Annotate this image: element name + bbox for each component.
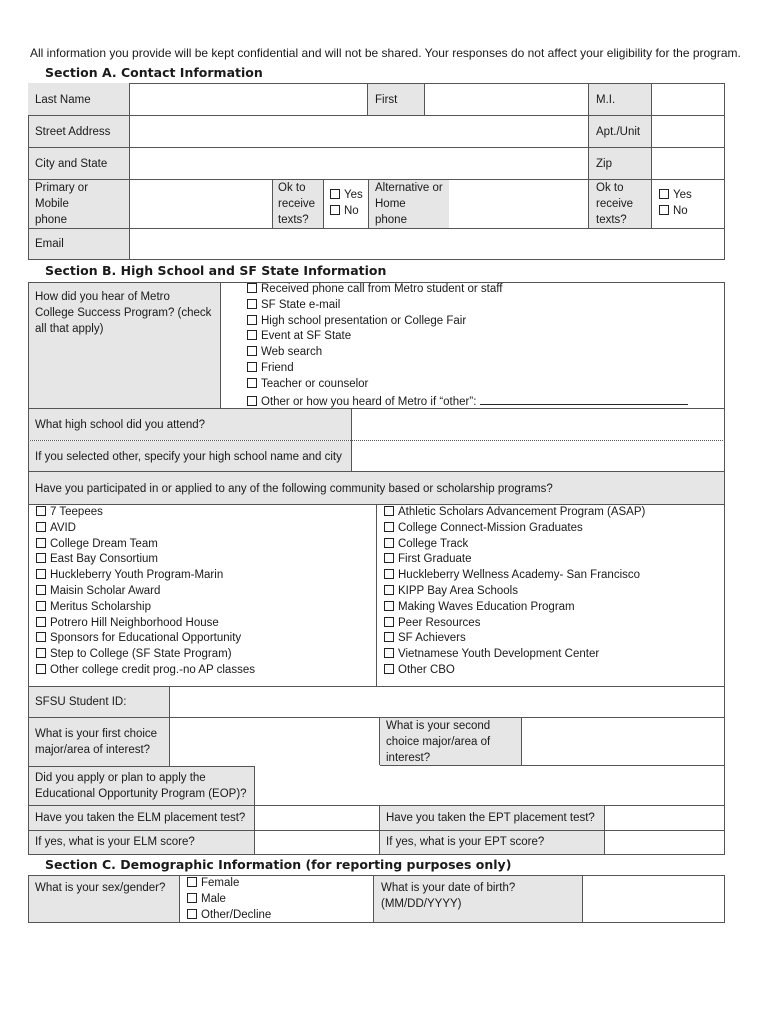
checkbox-icon xyxy=(36,601,46,611)
sex-option-male[interactable]: Male xyxy=(187,892,271,908)
mi-input[interactable] xyxy=(652,84,724,115)
sex-question: What is your sex/gender? xyxy=(35,882,166,894)
program-option[interactable]: Huckleberry Youth Program-Marin xyxy=(36,568,255,584)
program-option[interactable]: College Track xyxy=(384,537,645,553)
city-state-label: City and State xyxy=(35,158,108,170)
alt-phone-input[interactable] xyxy=(450,180,588,228)
hear-option-email[interactable]: SF State e-mail xyxy=(247,298,688,314)
other-hs-question: If you selected other, specify your high school name and city xyxy=(35,451,342,463)
other-line-input[interactable] xyxy=(480,393,688,405)
program-option[interactable]: Step to College (SF State Program) xyxy=(36,647,255,663)
hear-option-friend[interactable]: Friend xyxy=(247,361,688,377)
ept-taken-question: Have you taken the EPT placement test? xyxy=(386,812,595,824)
confidentiality-notice: All information you provide will be kept confidential and will not be shared. Your responses do not affect your eligibility for the program. xyxy=(30,46,741,60)
last-name-label: Last Name xyxy=(35,94,91,106)
city-state-input[interactable] xyxy=(130,148,588,179)
program-option[interactable]: Making Waves Education Program xyxy=(384,600,645,616)
checkbox-icon xyxy=(247,283,257,293)
program-option[interactable]: Other CBO xyxy=(384,663,645,679)
program-option[interactable]: Vietnamese Youth Development Center xyxy=(384,647,645,663)
primary-texts-yes[interactable]: Yes xyxy=(330,188,363,204)
sex-option-female[interactable]: Female xyxy=(187,876,271,892)
checkbox-icon xyxy=(36,522,46,532)
section-a-title: Section A. Contact Information xyxy=(45,65,263,80)
other-hs-input[interactable] xyxy=(352,441,724,471)
sfsu-id-label: SFSU Student ID: xyxy=(35,696,127,708)
program-option[interactable]: 7 Teepees xyxy=(36,505,255,521)
dob-question: What is your date of birth? (MM/DD/YYYY) xyxy=(381,882,516,910)
checkbox-icon xyxy=(659,189,669,199)
program-option[interactable]: AVID xyxy=(36,521,255,537)
hear-option-presentation[interactable]: High school presentation or College Fair xyxy=(247,314,688,330)
checkbox-icon xyxy=(247,330,257,340)
apt-label: Apt./Unit xyxy=(596,126,641,138)
sex-options xyxy=(187,876,271,923)
hear-question: How did you hear of Metro College Success Program? (check all that apply) xyxy=(35,291,212,335)
first-name-label: First xyxy=(375,94,398,106)
section-b-title: Section B. High School and SF State Information xyxy=(45,263,387,278)
checkbox-icon xyxy=(384,569,394,579)
primary-phone-input[interactable] xyxy=(130,180,272,228)
hear-option-web-search[interactable]: Web search xyxy=(247,345,688,361)
program-option[interactable]: SF Achievers xyxy=(384,631,645,647)
program-option[interactable]: College Connect-Mission Graduates xyxy=(384,521,645,537)
zip-label: Zip xyxy=(596,158,612,170)
elm-taken-question: Have you taken the ELM placement test? xyxy=(35,812,246,824)
hear-option-event[interactable]: Event at SF State xyxy=(247,329,688,345)
checkbox-icon xyxy=(36,632,46,642)
program-option[interactable]: Meritus Scholarship xyxy=(36,600,255,616)
ok-texts-label: Ok to receive texts? xyxy=(278,182,316,226)
program-option[interactable]: Athletic Scholars Advancement Program (ASAP) xyxy=(384,505,645,521)
apt-input[interactable] xyxy=(652,116,724,147)
program-option[interactable]: Potrero Hill Neighborhood House xyxy=(36,616,255,632)
checkbox-icon xyxy=(384,632,394,642)
first-major-input[interactable] xyxy=(170,718,378,766)
checkbox-icon xyxy=(36,553,46,563)
checkbox-icon xyxy=(36,506,46,516)
checkbox-icon xyxy=(659,205,669,215)
programs-right-list xyxy=(384,505,645,679)
elm-score-question: If yes, what is your ELM score? xyxy=(35,836,195,848)
high-school-input[interactable] xyxy=(352,409,724,440)
alt-ok-texts-label: Ok to receive texts? xyxy=(596,182,634,226)
checkbox-icon xyxy=(384,617,394,627)
checkbox-icon xyxy=(36,664,46,674)
program-option[interactable]: Sponsors for Educational Opportunity xyxy=(36,631,255,647)
eop-question: Did you apply or plan to apply the Educational Opportunity Program (EOP)? xyxy=(35,772,247,800)
ept-score-question: If yes, what is your EPT score? xyxy=(386,836,545,848)
alt-phone-label: Alternative or Home phone xyxy=(375,182,443,226)
last-name-input[interactable] xyxy=(130,84,367,115)
sfsu-id-input[interactable] xyxy=(170,687,724,717)
programs-question: Have you participated in or applied to any of the following community based or scholarship programs? xyxy=(35,483,553,495)
checkbox-icon xyxy=(36,617,46,627)
email-label: Email xyxy=(35,238,64,250)
primary-texts-options xyxy=(330,188,363,220)
checkbox-icon xyxy=(384,538,394,548)
checkbox-icon xyxy=(384,585,394,595)
program-option[interactable]: Peer Resources xyxy=(384,616,645,632)
program-option[interactable]: First Graduate xyxy=(384,552,645,568)
ept-taken-input[interactable] xyxy=(605,806,724,830)
checkbox-icon xyxy=(187,909,197,919)
email-input[interactable] xyxy=(130,229,724,259)
hear-option-phone-call[interactable]: Received phone call from Metro student or staff xyxy=(247,282,688,298)
first-major-question: What is your first choice major/area of interest? xyxy=(35,728,158,756)
street-address-label: Street Address xyxy=(35,126,111,138)
alt-texts-no[interactable]: No xyxy=(659,204,692,220)
checkbox-icon xyxy=(247,346,257,356)
mi-label: M.I. xyxy=(596,94,616,106)
program-option[interactable]: Huckleberry Wellness Academy- San Francisco xyxy=(384,568,645,584)
checkbox-icon xyxy=(384,506,394,516)
checkbox-icon xyxy=(384,553,394,563)
second-major-input[interactable] xyxy=(522,718,724,765)
checkbox-icon xyxy=(36,538,46,548)
program-option[interactable]: Maisin Scholar Award xyxy=(36,584,255,600)
checkbox-icon xyxy=(384,601,394,611)
alt-texts-options xyxy=(659,188,692,220)
checkbox-icon xyxy=(36,569,46,579)
elm-taken-input[interactable] xyxy=(255,806,379,830)
second-major-question: What is your second choice major/area of interest? xyxy=(386,720,491,764)
checkbox-icon xyxy=(330,189,340,199)
primary-texts-no[interactable]: No xyxy=(330,204,363,220)
checkbox-icon xyxy=(36,648,46,658)
checkbox-icon xyxy=(247,378,257,388)
checkbox-icon xyxy=(187,877,197,887)
checkbox-icon xyxy=(187,893,197,903)
elm-score-input[interactable] xyxy=(255,831,379,854)
checkbox-icon xyxy=(330,205,340,215)
program-option[interactable]: East Bay Consortium xyxy=(36,552,255,568)
sex-option-other[interactable]: Other/Decline xyxy=(187,908,271,924)
first-name-input[interactable] xyxy=(425,84,588,115)
programs-left-list xyxy=(36,505,255,679)
checkbox-icon xyxy=(247,299,257,309)
checkbox-icon xyxy=(247,362,257,372)
section-c-title: Section C. Demographic Information (for reporting purposes only) xyxy=(45,857,512,872)
program-option[interactable]: KIPP Bay Area Schools xyxy=(384,584,645,600)
zip-input[interactable] xyxy=(652,148,724,179)
checkbox-icon xyxy=(384,648,394,658)
checkbox-icon xyxy=(384,522,394,532)
high-school-question: What high school did you attend? xyxy=(35,419,206,431)
program-option[interactable]: Other college credit prog.-no AP classes xyxy=(36,663,255,679)
hear-option-teacher[interactable]: Teacher or counselor xyxy=(247,377,688,393)
dob-input[interactable] xyxy=(583,876,724,922)
checkbox-icon xyxy=(247,315,257,325)
hear-option-other[interactable]: Other or how you heard of Metro if “other”: xyxy=(247,393,688,409)
program-option[interactable]: College Dream Team xyxy=(36,537,255,553)
alt-texts-yes[interactable]: Yes xyxy=(659,188,692,204)
checkbox-icon xyxy=(36,585,46,595)
primary-phone-label: Primary or Mobile phone xyxy=(35,182,89,226)
hear-options-list xyxy=(247,282,688,408)
checkbox-icon xyxy=(384,664,394,674)
eop-input[interactable] xyxy=(255,767,724,805)
street-address-input[interactable] xyxy=(130,116,588,147)
ept-score-input[interactable] xyxy=(605,831,724,854)
checkbox-icon xyxy=(247,396,257,406)
